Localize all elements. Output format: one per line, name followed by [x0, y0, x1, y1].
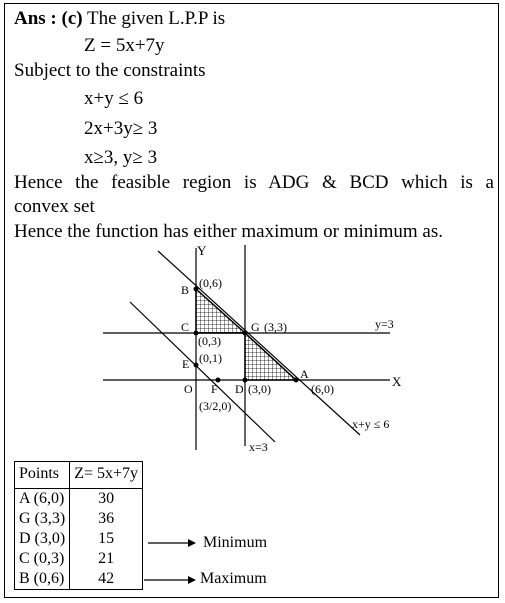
label-y3: y=3 — [375, 317, 394, 331]
point-b — [194, 287, 199, 292]
table-row — [15, 529, 143, 549]
label-d-coord: (3,0) — [248, 382, 271, 396]
answer-prefix: Ans : (c) — [14, 8, 83, 29]
minimum-label: Minimum — [203, 534, 268, 551]
label-x3: x=3 — [249, 440, 268, 454]
label-f: F — [211, 382, 218, 396]
feasible-line-2: convex set — [14, 196, 95, 217]
region-gda — [245, 333, 296, 380]
answer-intro: The given L.P.P is — [87, 8, 226, 29]
label-constraint: x+y ≤ 6 — [352, 417, 390, 431]
label-x-axis: X — [392, 374, 402, 389]
label-f-coord: (3/2,0) — [199, 399, 232, 413]
point-e — [194, 363, 199, 368]
conclusion-line: Hence the function has either maximum or minimum as. — [14, 221, 443, 242]
cell-point: C (0,3) — [15, 549, 70, 569]
table-header-row — [15, 462, 143, 489]
constraint-1: x+y ≤ 6 — [84, 88, 144, 109]
header-z: Z= 5x+7y — [70, 462, 143, 489]
region-bcg — [196, 289, 245, 333]
table-row — [15, 569, 143, 590]
label-a-coord: (6,0) — [311, 382, 334, 396]
cell-point: A (6,0) — [15, 489, 70, 510]
header-points: Points — [15, 462, 70, 489]
constraint-2: 2x+3y≥ 3 — [84, 118, 158, 139]
label-b-coord: (0,6) — [199, 276, 222, 290]
label-d: D — [235, 382, 244, 396]
cell-value: 36 — [70, 509, 143, 529]
point-g — [243, 331, 248, 336]
label-e-coord: (0,1) — [199, 351, 222, 365]
objective-function: Z = 5x+7y — [84, 35, 165, 56]
points-table — [14, 461, 143, 590]
constraint-3: x≥3, y≥ 3 — [84, 147, 158, 168]
label-e: E — [182, 357, 190, 371]
table-row — [15, 509, 143, 529]
cell-value: 15 — [70, 529, 143, 549]
label-b: B — [181, 283, 190, 297]
label-y-axis: Y — [197, 243, 207, 258]
label-g: G — [251, 320, 260, 334]
cell-point: G (3,3) — [15, 509, 70, 529]
minimum-arrowhead — [188, 539, 196, 547]
label-c-coord: (0,3) — [198, 334, 221, 348]
label-c: C — [181, 320, 190, 334]
cell-point: B (0,6) — [15, 569, 70, 590]
cell-value: 21 — [70, 549, 143, 569]
label-g-coord: (3,3) — [264, 320, 287, 334]
label-o: O — [184, 382, 193, 396]
label-a: A — [300, 367, 309, 381]
cell-value: 42 — [70, 569, 143, 590]
feasible-line-1: Hence the feasible region is ADG & BCD which is a — [14, 172, 494, 193]
subject-line: Subject to the constraints — [14, 60, 206, 81]
point-a — [294, 378, 299, 383]
maximum-arrowhead — [188, 576, 196, 584]
cell-value: 30 — [70, 489, 143, 510]
table-row — [15, 549, 143, 569]
line-x-plus-y-6 — [158, 251, 360, 435]
table-row — [15, 489, 143, 510]
cell-point: D (3,0) — [15, 529, 70, 549]
maximum-label: Maximum — [200, 570, 267, 587]
